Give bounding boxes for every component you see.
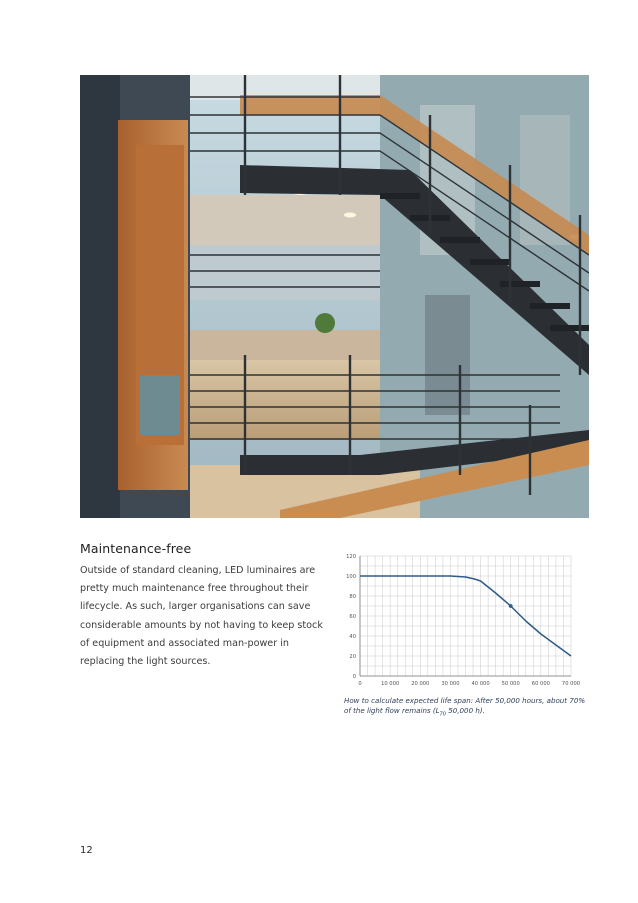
caption-end-text: 50,000 h). — [446, 706, 485, 716]
section-heading: Maintenance-free — [80, 541, 192, 556]
page-number: 12 — [80, 845, 93, 856]
light-flow-life-span-chart — [343, 550, 583, 695]
x-tick-label: 30 000 — [441, 681, 460, 687]
chart-tick-labels — [346, 554, 580, 687]
y-tick-label: 20 — [349, 654, 356, 660]
x-tick-label: 20 000 — [411, 681, 430, 687]
y-tick-label: 100 — [346, 574, 356, 580]
atrium-staircase-photo — [80, 75, 589, 518]
section-body-text: Outside of standard cleaning, LED luminaires are pretty much maintenance free throughout their lifecycle. As such, larger organisations can save considerable amounts by not having to keep stock of equipment and associated man-power in replacing the light sources. — [80, 565, 323, 668]
y-tick-label: 40 — [349, 634, 356, 640]
x-tick-label: 10 000 — [381, 681, 400, 687]
x-tick-label: 70 000 — [561, 681, 581, 687]
x-tick-label: 0 — [358, 681, 362, 687]
chart-caption — [344, 696, 594, 720]
chart-grid — [360, 556, 571, 676]
y-tick-label: 0 — [352, 674, 356, 680]
y-tick-label: 80 — [349, 594, 356, 600]
x-tick-label: 50 000 — [501, 681, 520, 687]
marker-point-l70 — [509, 604, 513, 608]
y-tick-label: 60 — [349, 614, 356, 620]
caption-main-text: How to calculate expected life span: After 50,000 hours, about 70% of the light flow remains (L — [344, 696, 586, 716]
caption-subscript: 70 — [439, 711, 446, 718]
x-tick-label: 40 000 — [471, 681, 490, 687]
y-tick-label: 120 — [346, 554, 356, 560]
x-tick-label: 60 000 — [531, 681, 550, 687]
